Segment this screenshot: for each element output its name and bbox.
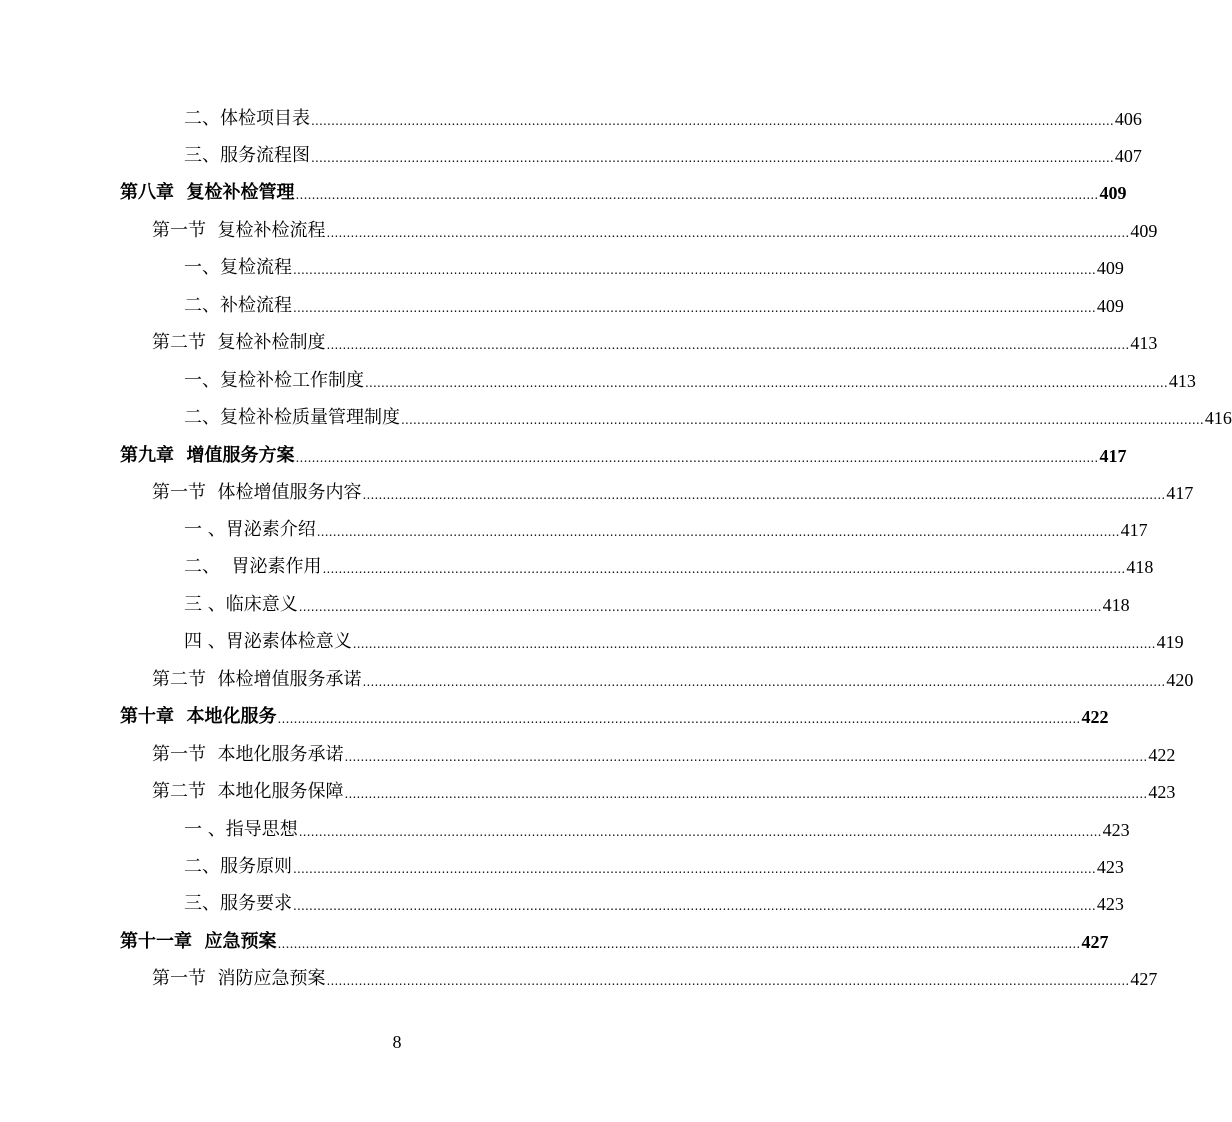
toc-entry-page: 423 bbox=[1096, 857, 1124, 877]
toc-leader-dots: ........................................................................................................................................................................................................ bbox=[362, 675, 1166, 689]
toc-leader-dots: ........................................................................................................................................................................................................ bbox=[277, 712, 1081, 726]
toc-entry-title: 第九章 增值服务方案 bbox=[120, 445, 295, 466]
toc-entry-title: 第一节 复检补检流程 bbox=[152, 220, 326, 241]
toc-entry-page: 427 bbox=[1130, 969, 1158, 989]
toc-leader-dots: ........................................................................................................................................................................................................ bbox=[344, 750, 1148, 764]
toc-leader-dots: ........................................................................................................................................................................................................ bbox=[311, 151, 1114, 165]
toc-entry-page: 409 bbox=[1096, 296, 1124, 316]
toc-entry-title: 二、体检项目表 bbox=[184, 108, 310, 129]
toc-entry-page: 423 bbox=[1102, 820, 1130, 840]
toc-leader-dots: ........................................................................................................................................................................................................ bbox=[298, 600, 1102, 614]
toc-entry[interactable] bbox=[184, 590, 1130, 616]
toc-entry-chapter[interactable] bbox=[120, 702, 1109, 728]
toc-entry-chapter[interactable] bbox=[120, 178, 1127, 204]
toc-entry-title: 第二节 复检补检制度 bbox=[152, 332, 326, 353]
toc-entry-title: 二、补检流程 bbox=[184, 295, 292, 316]
toc-entry-title: 一、复检补检工作制度 bbox=[184, 370, 364, 391]
toc-entry-section[interactable] bbox=[152, 328, 1158, 354]
toc-entry-page: 420 bbox=[1166, 670, 1194, 690]
toc-leader-dots: ........................................................................................................................................................................................................ bbox=[293, 862, 1096, 876]
toc-entry-chapter[interactable] bbox=[120, 927, 1109, 953]
toc-entry-section[interactable] bbox=[152, 665, 1194, 691]
toc-entry[interactable] bbox=[184, 141, 1142, 167]
toc-leader-dots: ........................................................................................................................................................................................................ bbox=[293, 899, 1096, 913]
toc-entry-page: 418 bbox=[1126, 557, 1154, 577]
toc-entry-page: 409 bbox=[1130, 221, 1158, 241]
toc-entry-title: 二、 胃泌素作用 bbox=[184, 556, 322, 577]
toc-entry-section[interactable] bbox=[152, 964, 1158, 990]
toc-entry[interactable] bbox=[184, 515, 1148, 541]
toc-entry-section[interactable] bbox=[152, 740, 1176, 766]
toc-entry-section[interactable] bbox=[152, 216, 1158, 242]
toc-leader-dots: ........................................................................................................................................................................................................ bbox=[316, 525, 1120, 539]
toc-entry[interactable] bbox=[184, 253, 1124, 279]
toc-leader-dots: ........................................................................................................................................................................................................ bbox=[322, 562, 1126, 576]
toc-leader-dots: ........................................................................................................................................................................................................ bbox=[295, 451, 1099, 465]
toc-entry[interactable] bbox=[184, 552, 1154, 578]
toc-entry-page: 407 bbox=[1114, 146, 1142, 166]
toc-leader-dots: ........................................................................................................................................................................................................ bbox=[293, 301, 1096, 315]
toc-entry-title: 二、复检补检质量管理制度 bbox=[184, 407, 400, 428]
toc-leader-dots: ........................................................................................................................................................................................................ bbox=[277, 937, 1081, 951]
toc-entry-title: 第二节 体检增值服务承诺 bbox=[152, 669, 362, 690]
toc-leader-dots: ........................................................................................................................................................................................................ bbox=[326, 338, 1130, 352]
toc-entry-title: 四 、胃泌素体检意义 bbox=[184, 631, 352, 652]
toc-leader-dots: ........................................................................................................................................................................................................ bbox=[326, 974, 1130, 988]
toc-entry-page: 422 bbox=[1081, 707, 1109, 727]
toc-entry-page: 422 bbox=[1148, 745, 1176, 765]
toc-entry-section[interactable] bbox=[152, 478, 1194, 504]
toc-entry-page: 423 bbox=[1148, 782, 1176, 802]
toc-leader-dots: ........................................................................................................................................................................................................ bbox=[401, 413, 1204, 427]
toc-leader-dots: ........................................................................................................................................................................................................ bbox=[365, 376, 1168, 390]
toc-entry-title: 一 、胃泌素介绍 bbox=[184, 519, 316, 540]
toc-entry-page: 419 bbox=[1156, 632, 1184, 652]
toc-entry-page: 413 bbox=[1130, 333, 1158, 353]
toc-entry-title: 三、服务要求 bbox=[184, 893, 292, 914]
toc-entry[interactable] bbox=[184, 104, 1142, 130]
toc-entry-title: 第八章 复检补检管理 bbox=[120, 182, 295, 203]
toc-leader-dots: ........................................................................................................................................................................................................ bbox=[295, 188, 1099, 202]
toc-leader-dots: ........................................................................................................................................................................................................ bbox=[344, 787, 1148, 801]
toc-entry[interactable] bbox=[184, 366, 1196, 392]
toc-entry-page: 418 bbox=[1102, 595, 1130, 615]
toc-entry-title: 第十章 本地化服务 bbox=[120, 706, 277, 727]
toc-entry-page: 417 bbox=[1099, 446, 1127, 466]
toc-entry-page: 417 bbox=[1166, 483, 1194, 503]
toc-entry[interactable] bbox=[184, 815, 1130, 841]
toc-entry-title: 二、服务原则 bbox=[184, 856, 292, 877]
toc-entry-title: 第二节 本地化服务保障 bbox=[152, 781, 344, 802]
toc-entry-title: 三、服务流程图 bbox=[184, 145, 310, 166]
toc-entry[interactable] bbox=[184, 889, 1124, 915]
toc-entry-title: 一 、指导思想 bbox=[184, 819, 298, 840]
toc-leader-dots: ........................................................................................................................................................................................................ bbox=[298, 825, 1102, 839]
toc-leader-dots: ........................................................................................................................................................................................................ bbox=[326, 226, 1130, 240]
toc-entry-title: 第一节 消防应急预案 bbox=[152, 968, 326, 989]
toc-leader-dots: ........................................................................................................................................................................................................ bbox=[362, 488, 1166, 502]
toc-entry[interactable] bbox=[184, 291, 1124, 317]
toc-entry[interactable] bbox=[184, 403, 1232, 429]
toc-entry-page: 423 bbox=[1096, 894, 1124, 914]
toc-entry-title: 第一节 体检增值服务内容 bbox=[152, 482, 362, 503]
toc-entry-section[interactable] bbox=[152, 777, 1176, 803]
toc-entry-page: 413 bbox=[1168, 371, 1196, 391]
toc-entry-page: 409 bbox=[1096, 258, 1124, 278]
toc-entry-page: 416 bbox=[1204, 408, 1232, 428]
toc-entry-title: 一、复检流程 bbox=[184, 257, 292, 278]
toc-entry-title: 三 、临床意义 bbox=[184, 594, 298, 615]
page-number: 8 bbox=[392, 1032, 402, 1052]
toc-entry-page: 427 bbox=[1081, 932, 1109, 952]
toc-entry-title: 第一节 本地化服务承诺 bbox=[152, 744, 344, 765]
toc-entry-page: 417 bbox=[1120, 520, 1148, 540]
toc-entry[interactable] bbox=[184, 852, 1124, 878]
toc-entry-page: 409 bbox=[1099, 183, 1127, 203]
toc-entry[interactable] bbox=[184, 627, 1184, 653]
toc-leader-dots: ........................................................................................................................................................................................................ bbox=[311, 114, 1114, 128]
toc-entry-page: 406 bbox=[1114, 109, 1142, 129]
toc-leader-dots: ........................................................................................................................................................................................................ bbox=[352, 637, 1156, 651]
toc-entry-title: 第十一章 应急预案 bbox=[120, 931, 277, 952]
toc-entry-chapter[interactable] bbox=[120, 441, 1127, 467]
toc-leader-dots: ........................................................................................................................................................................................................ bbox=[293, 263, 1096, 277]
